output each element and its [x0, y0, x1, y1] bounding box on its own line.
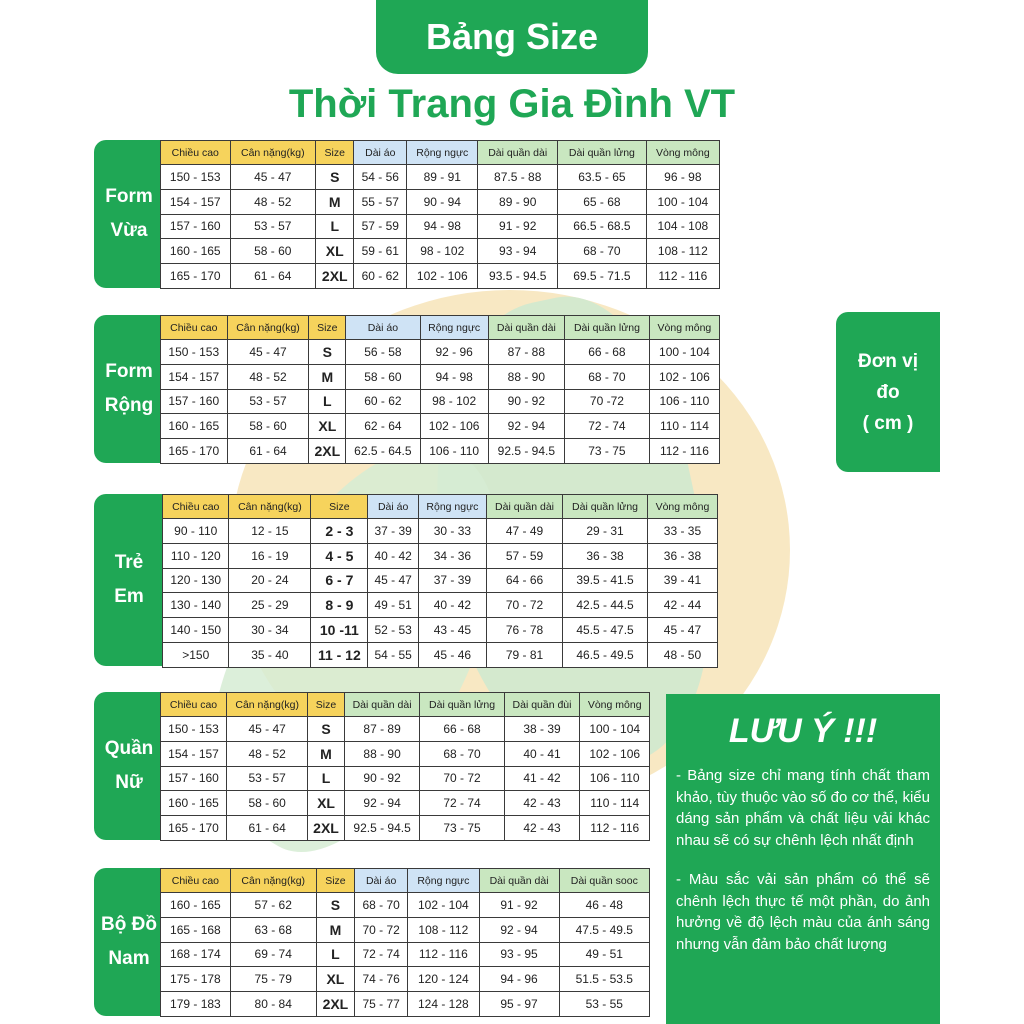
table-cell: 165 - 170 [161, 439, 228, 464]
section-label-form-rong [94, 315, 164, 463]
column-header: Vòng mông [580, 693, 650, 717]
table-cell: 58 - 60 [346, 364, 420, 389]
table-cell: 80 - 84 [230, 992, 316, 1017]
table-cell: 72 - 74 [420, 791, 504, 816]
table-cell: 160 - 165 [161, 414, 228, 439]
table-cell: >150 [163, 642, 229, 667]
size-table-form-rong [160, 315, 720, 464]
table-cell: 42.5 - 44.5 [563, 593, 648, 618]
table-row [161, 439, 720, 464]
table-cell: 36 - 38 [563, 543, 648, 568]
table-cell: 68 - 70 [565, 364, 650, 389]
table-cell: 70 - 72 [355, 917, 408, 942]
column-header: Rộng ngực [418, 495, 486, 519]
table-cell: 157 - 160 [161, 389, 228, 414]
table-header-row [161, 316, 720, 340]
table-cell: 30 - 33 [418, 519, 486, 544]
table-cell: 102 - 106 [649, 364, 719, 389]
table-cell: 87.5 - 88 [478, 165, 558, 190]
table-cell: 93.5 - 94.5 [478, 264, 558, 289]
table-cell: 59 - 61 [354, 239, 407, 264]
table-row [163, 568, 718, 593]
note-box [666, 694, 940, 1024]
column-header: Vòng mông [649, 316, 719, 340]
table-cell: 106 - 110 [420, 439, 488, 464]
column-header: Rộng ngực [407, 141, 478, 165]
size-cell: XL [308, 791, 344, 816]
table-cell: 51.5 - 53.5 [559, 967, 649, 992]
table-cell: 45 - 47 [230, 165, 316, 190]
table-cell: 68 - 70 [355, 893, 408, 918]
table-cell: 120 - 124 [408, 967, 479, 992]
table-cell: 47.5 - 49.5 [559, 917, 649, 942]
table-cell: 42 - 43 [504, 816, 580, 841]
column-header: Dài quần dài [486, 495, 562, 519]
table-cell: 100 - 104 [649, 340, 719, 365]
table-row [161, 791, 650, 816]
table-cell: 61 - 64 [227, 439, 309, 464]
size-cell: M [309, 364, 346, 389]
table-cell: 33 - 35 [647, 519, 717, 544]
table-cell: 150 - 153 [161, 165, 231, 190]
table-cell: 91 - 92 [478, 214, 558, 239]
column-header: Dài quần lửng [558, 141, 647, 165]
table-cell: 102 - 106 [420, 414, 488, 439]
section-label-line1: Bộ Đồ [101, 914, 157, 935]
table-cell: 34 - 36 [418, 543, 486, 568]
section-label-line2: Rộng [104, 395, 154, 416]
size-cell: 2XL [316, 992, 354, 1017]
table-cell: 92.5 - 94.5 [488, 439, 564, 464]
table-cell: 87 - 88 [488, 340, 564, 365]
column-header: Chiều cao [161, 141, 231, 165]
size-cell: L [316, 942, 354, 967]
table-cell: 29 - 31 [563, 519, 648, 544]
table-row [161, 717, 650, 742]
table-cell: 91 - 92 [479, 893, 559, 918]
table-row [161, 766, 650, 791]
size-cell: 11 - 12 [311, 642, 368, 667]
table-cell: 92 - 94 [344, 791, 420, 816]
size-cell: 2XL [308, 816, 344, 841]
table-row [161, 942, 650, 967]
table-cell: 106 - 110 [649, 389, 719, 414]
table-cell: 92 - 96 [420, 340, 488, 365]
column-header: Dài quần đùi [504, 693, 580, 717]
table-cell: 64 - 66 [486, 568, 562, 593]
table-cell: 49 - 51 [559, 942, 649, 967]
table-cell: 160 - 165 [161, 791, 227, 816]
table-cell: 70 - 72 [420, 766, 504, 791]
table-cell: 68 - 70 [420, 741, 504, 766]
table-row [163, 618, 718, 643]
size-cell: L [308, 766, 344, 791]
table-cell: 58 - 60 [227, 414, 309, 439]
table-cell: 100 - 104 [580, 717, 650, 742]
table-cell: 62.5 - 64.5 [346, 439, 420, 464]
size-table-bo-do-nam [160, 868, 650, 1017]
table-cell: 68 - 70 [558, 239, 647, 264]
table-cell: 124 - 128 [408, 992, 479, 1017]
unit-line2: đo [876, 381, 900, 403]
table-cell: 48 - 50 [647, 642, 717, 667]
table-cell: 179 - 183 [161, 992, 231, 1017]
size-cell: 2XL [309, 439, 346, 464]
table-cell: 73 - 75 [565, 439, 650, 464]
table-cell: 165 - 168 [161, 917, 231, 942]
table-cell: 160 - 165 [161, 239, 231, 264]
table-cell: 40 - 42 [368, 543, 419, 568]
table-cell: 45 - 46 [418, 642, 486, 667]
table-cell: 94 - 96 [479, 967, 559, 992]
table-row [161, 239, 720, 264]
table-cell: 90 - 110 [163, 519, 229, 544]
table-row [161, 165, 720, 190]
table-row [161, 893, 650, 918]
section-label-bo-do-nam [94, 868, 164, 1016]
table-cell: 45 - 47 [227, 340, 309, 365]
table-cell: 55 - 57 [354, 189, 407, 214]
table-cell: 96 - 98 [646, 165, 719, 190]
table-cell: 45.5 - 47.5 [563, 618, 648, 643]
table-cell: 57 - 59 [354, 214, 407, 239]
table-cell: 110 - 120 [163, 543, 229, 568]
table-cell: 90 - 94 [407, 189, 478, 214]
table-cell: 42 - 44 [647, 593, 717, 618]
size-table-form-vua [160, 140, 720, 289]
table-cell: 52 - 53 [368, 618, 419, 643]
table-row [161, 992, 650, 1017]
section-label-line2: Em [114, 586, 144, 607]
table-row [161, 389, 720, 414]
column-header: Dài quần dài [479, 869, 559, 893]
column-header: Dài quần lửng [565, 316, 650, 340]
table-cell: 87 - 89 [344, 717, 420, 742]
table-cell: 75 - 77 [355, 992, 408, 1017]
table-cell: 112 - 116 [649, 439, 719, 464]
unit-line1: Đơn vị [858, 350, 918, 372]
table-cell: 36 - 38 [647, 543, 717, 568]
column-header: Dài quần lửng [563, 495, 648, 519]
table-row [161, 967, 650, 992]
size-cell: 8 - 9 [311, 593, 368, 618]
column-header: Chiều cao [161, 869, 231, 893]
size-cell: 6 - 7 [311, 568, 368, 593]
table-cell: 90 - 92 [488, 389, 564, 414]
column-header: Dài quần dài [488, 316, 564, 340]
table-cell: 75 - 79 [230, 967, 316, 992]
size-cell: S [316, 165, 354, 190]
table-header-row [161, 693, 650, 717]
column-header: Chiều cao [161, 693, 227, 717]
table-cell: 112 - 116 [408, 942, 479, 967]
table-cell: 61 - 64 [230, 264, 316, 289]
table-cell: 45 - 47 [647, 618, 717, 643]
unit-line3: ( cm ) [862, 412, 914, 434]
table-cell: 90 - 92 [344, 766, 420, 791]
table-cell: 88 - 90 [488, 364, 564, 389]
table-cell: 37 - 39 [418, 568, 486, 593]
table-cell: 30 - 34 [229, 618, 311, 643]
column-header: Dài áo [355, 869, 408, 893]
table-cell: 112 - 116 [646, 264, 719, 289]
column-header: Dài quần lửng [420, 693, 504, 717]
note-title: LƯU Ý !!! [728, 712, 878, 750]
column-header: Rộng ngực [420, 316, 488, 340]
table-cell: 40 - 41 [504, 741, 580, 766]
table-cell: 57 - 59 [486, 543, 562, 568]
table-cell: 48 - 52 [230, 189, 316, 214]
table-cell: 102 - 106 [407, 264, 478, 289]
size-cell: 2 - 3 [311, 519, 368, 544]
size-cell: S [316, 893, 354, 918]
section-label-tre-em [94, 494, 164, 666]
size-cell: L [309, 389, 346, 414]
table-cell: 60 - 62 [346, 389, 420, 414]
table-cell: 93 - 94 [478, 239, 558, 264]
size-cell: XL [316, 967, 354, 992]
table-cell: 102 - 106 [580, 741, 650, 766]
section-label-form-vua [94, 140, 164, 288]
column-header: Cân nặng(kg) [227, 693, 308, 717]
note-paragraph-1: - Bảng size chỉ mang tính chất tham khảo, tùy thuộc vào số đo cơ thể, kiểu dáng sản phẩm và chất liệu vải khác nhau sẽ có sự chênh lệch nhất định [676, 767, 930, 849]
table-cell: 61 - 64 [227, 816, 308, 841]
table-cell: 108 - 112 [408, 917, 479, 942]
table-cell: 157 - 160 [161, 214, 231, 239]
section-label-line1: Form [105, 186, 153, 207]
page-title: Bảng Size [376, 0, 648, 74]
table-cell: 120 - 130 [163, 568, 229, 593]
table-cell: 69.5 - 71.5 [558, 264, 647, 289]
table-row [161, 364, 720, 389]
table-cell: 89 - 90 [478, 189, 558, 214]
table-cell: 66.5 - 68.5 [558, 214, 647, 239]
table-cell: 94 - 98 [420, 364, 488, 389]
table-cell: 92.5 - 94.5 [344, 816, 420, 841]
size-cell: XL [316, 239, 354, 264]
column-header: Dài áo [368, 495, 419, 519]
table-cell: 65 - 68 [558, 189, 647, 214]
table-cell: 95 - 97 [479, 992, 559, 1017]
table-cell: 63 - 68 [230, 917, 316, 942]
table-cell: 20 - 24 [229, 568, 311, 593]
table-cell: 46.5 - 49.5 [563, 642, 648, 667]
column-header: Dài quần dài [344, 693, 420, 717]
section-label-line2: Nam [108, 948, 150, 969]
table-cell: 58 - 60 [230, 239, 316, 264]
size-cell: 2XL [316, 264, 354, 289]
table-cell: 165 - 170 [161, 264, 231, 289]
table-cell: 154 - 157 [161, 364, 228, 389]
table-cell: 154 - 157 [161, 189, 231, 214]
table-row [161, 214, 720, 239]
table-cell: 53 - 57 [227, 766, 308, 791]
table-cell: 98 - 102 [407, 239, 478, 264]
table-cell: 42 - 43 [504, 791, 580, 816]
column-header: Size [308, 693, 344, 717]
table-cell: 150 - 153 [161, 717, 227, 742]
table-row [161, 917, 650, 942]
table-cell: 12 - 15 [229, 519, 311, 544]
table-cell: 79 - 81 [486, 642, 562, 667]
table-cell: 160 - 165 [161, 893, 231, 918]
table-cell: 100 - 104 [646, 189, 719, 214]
column-header: Cân nặng(kg) [230, 869, 316, 893]
table-cell: 40 - 42 [418, 593, 486, 618]
table-cell: 157 - 160 [161, 766, 227, 791]
section-label-line2: Nữ [115, 772, 143, 793]
table-row [163, 593, 718, 618]
table-cell: 76 - 78 [486, 618, 562, 643]
table-cell: 53 - 57 [230, 214, 316, 239]
table-cell: 110 - 114 [649, 414, 719, 439]
table-cell: 154 - 157 [161, 741, 227, 766]
size-cell: 10 -11 [311, 618, 368, 643]
table-cell: 48 - 52 [227, 364, 309, 389]
table-cell: 53 - 55 [559, 992, 649, 1017]
table-cell: 47 - 49 [486, 519, 562, 544]
table-header-row [161, 141, 720, 165]
table-cell: 72 - 74 [355, 942, 408, 967]
column-header: Size [316, 141, 354, 165]
note-paragraph-2: - Màu sắc vải sản phẩm có thể sẽ chênh lệch thực tế một phần, do ảnh hưởng về độ lệch màu của ánh sáng nhưng vẫn đảm bảo chất lượng [676, 871, 930, 953]
table-cell: 66 - 68 [565, 340, 650, 365]
size-cell: S [309, 340, 346, 365]
table-header-row [163, 495, 718, 519]
column-header: Dài quần dài [478, 141, 558, 165]
table-cell: 89 - 91 [407, 165, 478, 190]
column-header: Chiều cao [163, 495, 229, 519]
table-cell: 56 - 58 [346, 340, 420, 365]
table-cell: 102 - 104 [408, 893, 479, 918]
column-header: Rộng ngực [408, 869, 479, 893]
table-cell: 46 - 48 [559, 893, 649, 918]
size-table-tre-em [162, 494, 718, 668]
table-cell: 150 - 153 [161, 340, 228, 365]
size-table-quan-nu [160, 692, 650, 841]
column-header: Size [309, 316, 346, 340]
table-cell: 45 - 47 [368, 568, 419, 593]
column-header: Vòng mông [646, 141, 719, 165]
table-cell: 130 - 140 [163, 593, 229, 618]
column-header: Vòng mông [647, 495, 717, 519]
table-cell: 38 - 39 [504, 717, 580, 742]
table-cell: 88 - 90 [344, 741, 420, 766]
table-cell: 70 - 72 [486, 593, 562, 618]
table-cell: 48 - 52 [227, 741, 308, 766]
table-cell: 39 - 41 [647, 568, 717, 593]
table-cell: 104 - 108 [646, 214, 719, 239]
table-cell: 165 - 170 [161, 816, 227, 841]
table-cell: 92 - 94 [479, 917, 559, 942]
size-cell: XL [309, 414, 346, 439]
table-cell: 62 - 64 [346, 414, 420, 439]
table-cell: 140 - 150 [163, 618, 229, 643]
section-label-quan-nu [94, 692, 164, 840]
table-cell: 54 - 55 [368, 642, 419, 667]
table-cell: 110 - 114 [580, 791, 650, 816]
table-row [161, 340, 720, 365]
column-header: Size [316, 869, 354, 893]
table-cell: 58 - 60 [227, 791, 308, 816]
table-row [161, 816, 650, 841]
table-cell: 66 - 68 [420, 717, 504, 742]
table-cell: 72 - 74 [565, 414, 650, 439]
table-cell: 168 - 174 [161, 942, 231, 967]
table-cell: 35 - 40 [229, 642, 311, 667]
section-label-line1: Quần [104, 738, 154, 759]
table-row [161, 414, 720, 439]
page-subtitle: Thời Trang Gia Đình VT [288, 82, 736, 126]
table-cell: 16 - 19 [229, 543, 311, 568]
column-header: Dài áo [354, 141, 407, 165]
table-row [161, 264, 720, 289]
column-header: Cân nặng(kg) [229, 495, 311, 519]
table-row [163, 642, 718, 667]
table-cell: 106 - 110 [580, 766, 650, 791]
table-cell: 25 - 29 [229, 593, 311, 618]
table-cell: 57 - 62 [230, 893, 316, 918]
size-cell: 4 - 5 [311, 543, 368, 568]
section-label-line1: Form [105, 361, 153, 382]
column-header: Cân nặng(kg) [227, 316, 309, 340]
table-cell: 43 - 45 [418, 618, 486, 643]
table-row [163, 543, 718, 568]
table-cell: 93 - 95 [479, 942, 559, 967]
table-cell: 112 - 116 [580, 816, 650, 841]
section-label-line1: Trẻ [114, 552, 144, 573]
size-cell: L [316, 214, 354, 239]
table-cell: 74 - 76 [355, 967, 408, 992]
table-cell: 63.5 - 65 [558, 165, 647, 190]
column-header: Chiều cao [161, 316, 228, 340]
table-cell: 73 - 75 [420, 816, 504, 841]
size-cell: M [316, 917, 354, 942]
table-header-row [161, 869, 650, 893]
section-label-line2: Vừa [110, 220, 148, 241]
table-cell: 60 - 62 [354, 264, 407, 289]
size-cell: M [316, 189, 354, 214]
table-cell: 53 - 57 [227, 389, 309, 414]
table-cell: 69 - 74 [230, 942, 316, 967]
table-cell: 41 - 42 [504, 766, 580, 791]
column-header: Dài áo [346, 316, 420, 340]
table-cell: 175 - 178 [161, 967, 231, 992]
table-cell: 70 -72 [565, 389, 650, 414]
table-cell: 54 - 56 [354, 165, 407, 190]
table-cell: 108 - 112 [646, 239, 719, 264]
table-cell: 94 - 98 [407, 214, 478, 239]
column-header: Dài quần sooc [559, 869, 649, 893]
size-cell: S [308, 717, 344, 742]
table-cell: 45 - 47 [227, 717, 308, 742]
column-header: Cân nặng(kg) [230, 141, 316, 165]
table-row [161, 741, 650, 766]
table-cell: 49 - 51 [368, 593, 419, 618]
table-cell: 92 - 94 [488, 414, 564, 439]
column-header: Size [311, 495, 368, 519]
table-row [161, 189, 720, 214]
table-cell: 39.5 - 41.5 [563, 568, 648, 593]
table-cell: 98 - 102 [420, 389, 488, 414]
table-cell: 37 - 39 [368, 519, 419, 544]
unit-box [836, 312, 940, 472]
table-row [163, 519, 718, 544]
size-cell: M [308, 741, 344, 766]
